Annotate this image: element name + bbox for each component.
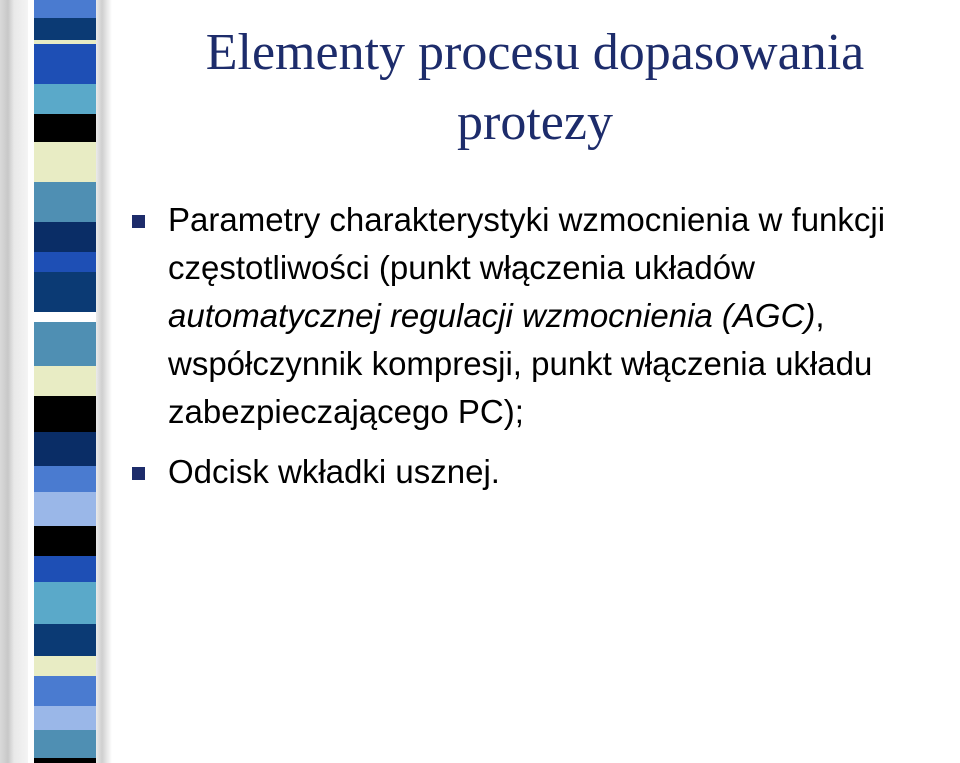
bullet-item bbox=[132, 448, 952, 496]
color-block bbox=[34, 272, 96, 312]
color-block bbox=[34, 706, 96, 730]
color-block bbox=[34, 396, 96, 432]
color-block bbox=[34, 366, 96, 396]
title-line-1: Elementy procesu dopasowania bbox=[205, 24, 865, 81]
bullet-text: Odcisk wkładki usznej. bbox=[168, 453, 500, 490]
decorative-strip bbox=[0, 0, 112, 763]
color-block bbox=[34, 182, 96, 222]
color-block bbox=[34, 114, 96, 142]
color-block bbox=[34, 432, 96, 466]
color-block bbox=[34, 466, 96, 492]
color-block bbox=[34, 526, 96, 556]
color-block bbox=[34, 252, 96, 272]
bullet-text: Parametry charakterystyki wzmocnienia w funkcji częstotliwości (punkt włączenia układów bbox=[168, 201, 886, 286]
color-block bbox=[34, 322, 96, 366]
color-block bbox=[34, 18, 96, 40]
color-block bbox=[34, 0, 96, 18]
color-block bbox=[34, 222, 96, 252]
color-block bbox=[34, 492, 96, 526]
color-block bbox=[34, 142, 96, 182]
color-block bbox=[34, 676, 96, 706]
color-block bbox=[34, 656, 96, 676]
bullet-list bbox=[132, 196, 952, 496]
color-blocks bbox=[34, 0, 96, 763]
color-block bbox=[34, 758, 96, 763]
title-line-2: protezy bbox=[457, 94, 613, 151]
square-bullet-icon bbox=[132, 467, 145, 480]
color-block bbox=[34, 730, 96, 758]
bullet-text-italic: automatycznej regulacji wzmocnienia (AGC) bbox=[168, 297, 816, 334]
bullet-text: , współczynnik kompresji, punkt włączenia układu zabezpieczającego PC); bbox=[168, 297, 873, 430]
color-block bbox=[34, 44, 96, 84]
color-block bbox=[34, 312, 96, 322]
color-block bbox=[34, 624, 96, 656]
color-block bbox=[34, 84, 96, 114]
slide-title bbox=[120, 18, 950, 158]
color-block bbox=[34, 582, 96, 624]
bullet-item bbox=[132, 196, 952, 436]
color-block bbox=[34, 556, 96, 582]
square-bullet-icon bbox=[132, 215, 145, 228]
